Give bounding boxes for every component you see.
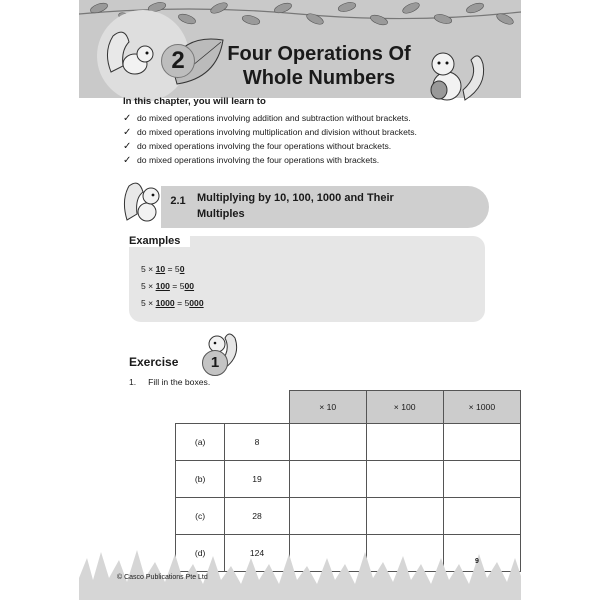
section-title-line1: Multiplying by 10, 100, 1000 and Their [197,192,394,204]
table-row [176,424,521,461]
row-value: 124 [225,535,290,572]
objective-item [123,153,455,167]
learning-objectives [123,96,455,167]
answer-box[interactable] [443,424,520,461]
page-number: 9 [475,558,479,565]
row-value: 28 [225,498,290,535]
objective-text: do mixed operations involving multiplication and division without brackets. [137,127,417,137]
learning-objectives-heading: In this chapter, you will learn to [123,96,266,107]
copyright-text: © Casco Publications Pte Ltd [117,574,208,581]
question-number: 1. [129,377,137,387]
answer-box[interactable] [289,461,366,498]
chapter-title-line2: Whole Numbers [242,67,396,89]
workbook-page [79,0,521,600]
objective-text: do mixed operations involving the four operations without brackets. [137,141,392,151]
check-icon: ✓ [123,113,132,124]
section-title [197,190,457,222]
example-line: 5 × 10 = 50 [141,264,185,274]
table-header-row [176,391,521,424]
table-row [176,498,521,535]
row-value: 19 [225,461,290,498]
row-label: (b) [176,461,225,498]
table-corner [176,391,290,424]
grass-footer-decoration [79,538,521,600]
question-text: Fill in the boxes. [148,377,211,387]
section-title-line2: Multiples [197,208,245,220]
column-header: × 10 [289,391,366,424]
answer-box[interactable] [366,498,443,535]
squirrel-with-acorn-illustration [421,46,501,102]
exercise-number-badge: 1 [202,350,228,376]
question-1 [129,377,210,387]
exercise-heading: Exercise [129,355,179,369]
answer-box[interactable] [289,424,366,461]
table-row [176,461,521,498]
chapter-title [219,42,419,90]
section-number: 2.1 [170,195,186,207]
example-line: 5 × 1000 = 5000 [141,298,204,308]
check-icon: ✓ [123,141,132,152]
row-label: (d) [176,535,225,572]
check-icon: ✓ [123,155,132,166]
row-value: 8 [225,424,290,461]
squirrel-illustration [103,22,163,82]
answer-box[interactable] [443,461,520,498]
chapter-header [79,0,521,98]
objective-text: do mixed operations involving the four operations with brackets. [137,155,380,165]
objective-text: do mixed operations involving addition and subtraction without brackets. [137,113,411,123]
column-header: × 1000 [443,391,520,424]
chapter-number-badge: 2 [161,44,195,78]
objective-item [123,111,455,125]
squirrel-illustration [121,176,163,224]
answer-box[interactable] [366,424,443,461]
row-label: (c) [176,498,225,535]
check-icon: ✓ [123,127,132,138]
objective-item [123,139,455,153]
answer-box[interactable] [289,498,366,535]
row-label: (a) [176,424,225,461]
examples-heading: Examples [129,235,190,247]
chapter-title-line1: Four Operations Of [227,43,411,65]
answer-box[interactable] [443,498,520,535]
example-line: 5 × 100 = 500 [141,281,195,291]
objective-item [123,125,455,139]
column-header: × 100 [366,391,443,424]
answer-box[interactable] [366,461,443,498]
